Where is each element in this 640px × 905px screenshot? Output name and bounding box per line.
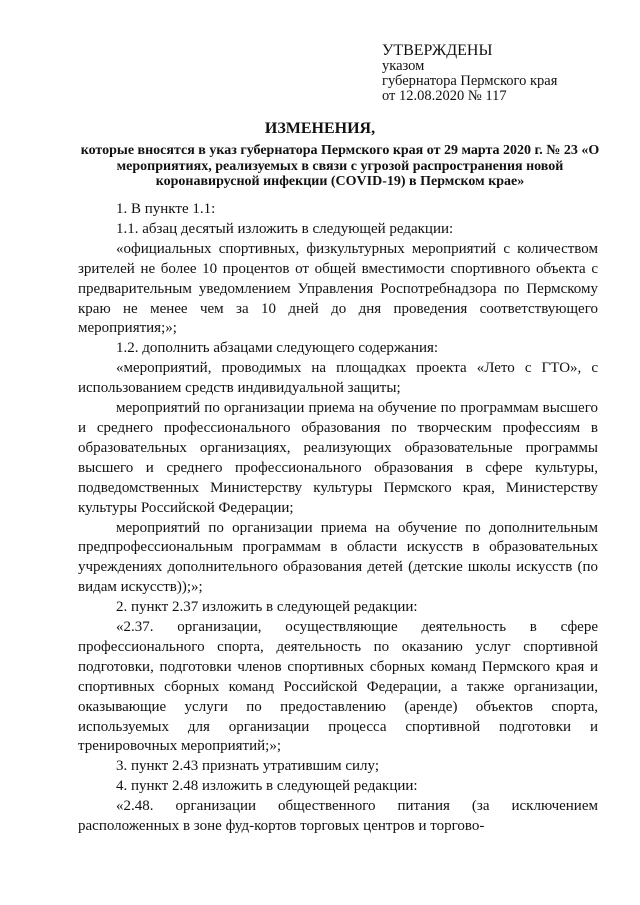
paragraph: «мероприятий, проводимых на площадках проекта «Лето с ГТО», с использованием средств индивидуальной защиты; (78, 360, 598, 397)
approval-line: от 12.08.2020 № 117 (382, 88, 507, 104)
approval-title: УТВЕРЖДЕНЫ (382, 42, 493, 59)
paragraph: «официальных спортивных, физкультурных мероприятий с количеством зрителей не более 10 процентов от общей вместимости спортивного объекта с предварительным уведомлением Управления Роспотребнадзора по Пермскому краю не менее чем за 10 дней до дня проведения соответствующего мероприятия;»; (78, 240, 598, 337)
approval-line: указом (382, 58, 425, 74)
document-subtitle: которые вносятся в указ губернатора Пермского края от 29 марта 2020 г. № 23 «О мероприятиях, реализуемых в связи с угрозой распространения новой коронавирусной инфекции (COVID-19) в Пермском крае» (80, 143, 600, 189)
paragraph: 1.2. дополнить абзацами следующего содержания: (116, 340, 439, 357)
approval-line: губернатора Пермского края (382, 73, 558, 89)
paragraph: «2.37. организации, осуществляющие деятельность в сфере профессионального спорта, деятельность по оказанию услуг спортивной подготовки, подготовки членов спортивных сборных команд Пермского края и спортивных сборных команд Российской Федерации, а также организации, оказывающие услуги по предоставлению (аренде) объектов спорта, используемых для организации процесса спортивной подготовки и тренировочных мероприятий;»; (78, 619, 598, 755)
approval-stamp (382, 42, 557, 104)
document-title: ИЗМЕНЕНИЯ, (264, 120, 376, 137)
paragraph: 1.1. абзац десятый изложить в следующей редакции: (116, 220, 454, 237)
paragraph: 1. В пункте 1.1: (116, 201, 216, 217)
paragraph: 2. пункт 2.37 изложить в следующей редакции: (116, 599, 418, 616)
paragraph: 3. пункт 2.43 признать утратившим силу; (116, 758, 380, 775)
paragraph: мероприятий по организации приема на обучение по дополнительным предпрофессиональным программам в области искусств в образовательных учреждениях дополнительного образования детей (детские школы искусств (по видам искусств));»; (78, 519, 598, 596)
paragraph: 4. пункт 2.48 изложить в следующей редакции: (116, 778, 418, 795)
paragraph: мероприятий по организации приема на обучение по программам высшего и среднего профессионального образования по творческим профессиям в образовательных организациях, реализующих образовательные программы высшего и среднего профессионального образования в сфере культуры, подведомственных Министерству культуры Пермского края, Министерству культуры Российской Федерации; (78, 400, 598, 516)
paragraph: «2.48. организации общественного питания (за исключением расположенных в зоне фуд-кортов торговых центров и торгово- (78, 798, 598, 835)
document-body (78, 200, 598, 837)
